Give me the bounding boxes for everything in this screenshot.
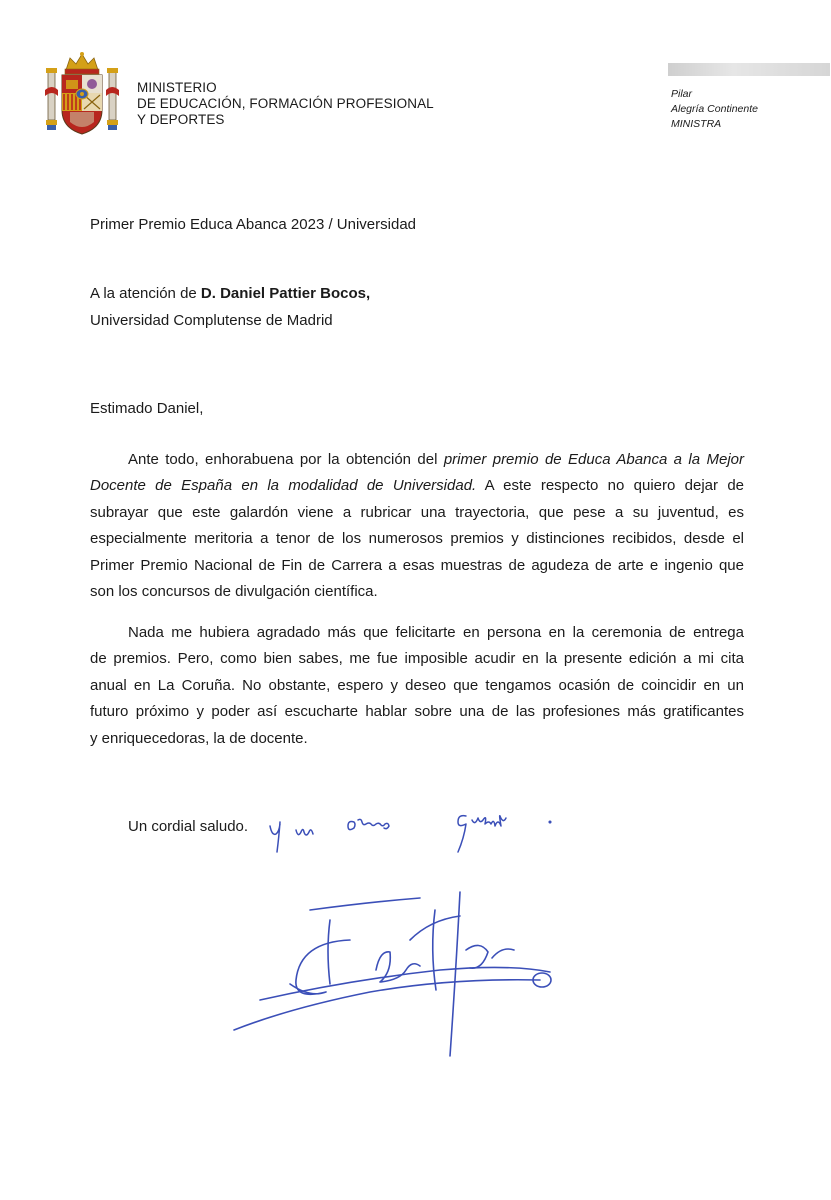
paragraph-line: subrayar que este galardón viene a rubricar una trayectoria, que pese a su juventud, es [90,503,744,521]
closing-salutation: Un cordial saludo. [128,818,249,835]
text-run: Ante todo, enhorabuena por la obtención del [128,451,444,468]
ministry-line: DE EDUCACIÓN, FORMACIÓN PROFESIONAL [137,96,434,111]
paragraph-line [90,447,744,473]
ministry-line: MINISTERIO [137,80,217,95]
award-name-italic: primer premio de Educa Abanca a la Mejor [443,451,744,468]
paragraph-line: especialmente meritoria a tenor de los numerosos premios y distinciones recibidos, desde el [90,530,744,548]
minister-block [671,87,758,132]
paragraph-line [90,473,744,499]
handwritten-signature-icon [230,880,570,1060]
recipient-name: D. Daniel Pattier Bocos, [200,285,371,302]
minister-surname: Alegría Continente [671,103,758,115]
redaction-bar [668,63,830,76]
paragraph-regrets [90,620,744,752]
paragraph-line: Nada me hubiera agradado más que felicitarte en persona en la ceremonia de entrega [128,624,744,641]
award-name-italic: Docente de España en la modalidad de Universidad. [90,477,477,495]
minister-title: MINISTRA [671,118,722,130]
paragraph-congratulations [90,447,744,605]
handwritten-note [258,800,568,860]
minister-first-name: Pilar [671,88,693,100]
ministry-line: Y DEPORTES [137,112,225,127]
letter-subject: Primer Premio Educa Abanca 2023 / Universidad [90,216,417,233]
text-run: A este respecto no quiero dejar de [476,477,744,495]
spanish-coat-of-arms-icon [44,50,120,138]
paragraph-line: y enriquecedoras, la de docente. [90,729,308,747]
recipient-institution: Universidad Complutense de Madrid [90,312,333,329]
paragraph-line: son los concursos de divulgación científica. [90,583,378,601]
greeting: Estimado Daniel, [90,400,204,417]
paragraph-line: anual en La Coruña. No obstante, espero y deseo que tengamos ocasión de coincidir en un [90,676,744,694]
paragraph-line: Primer Premio Nacional de Fin de Carrera a esas muestras de agudeza de arte e ingenio que [90,556,744,574]
paragraph-line: futuro próximo y poder así escucharte hablar sobre una de las profesiones más gratificantes [90,703,744,721]
attention-line [90,285,370,302]
attention-prefix: A la atención de [90,285,201,302]
ministry-name [137,80,434,128]
paragraph-line: de premios. Pero, como bien sabes, me fue imposible acudir en la presente edición a mi cita [90,650,744,668]
